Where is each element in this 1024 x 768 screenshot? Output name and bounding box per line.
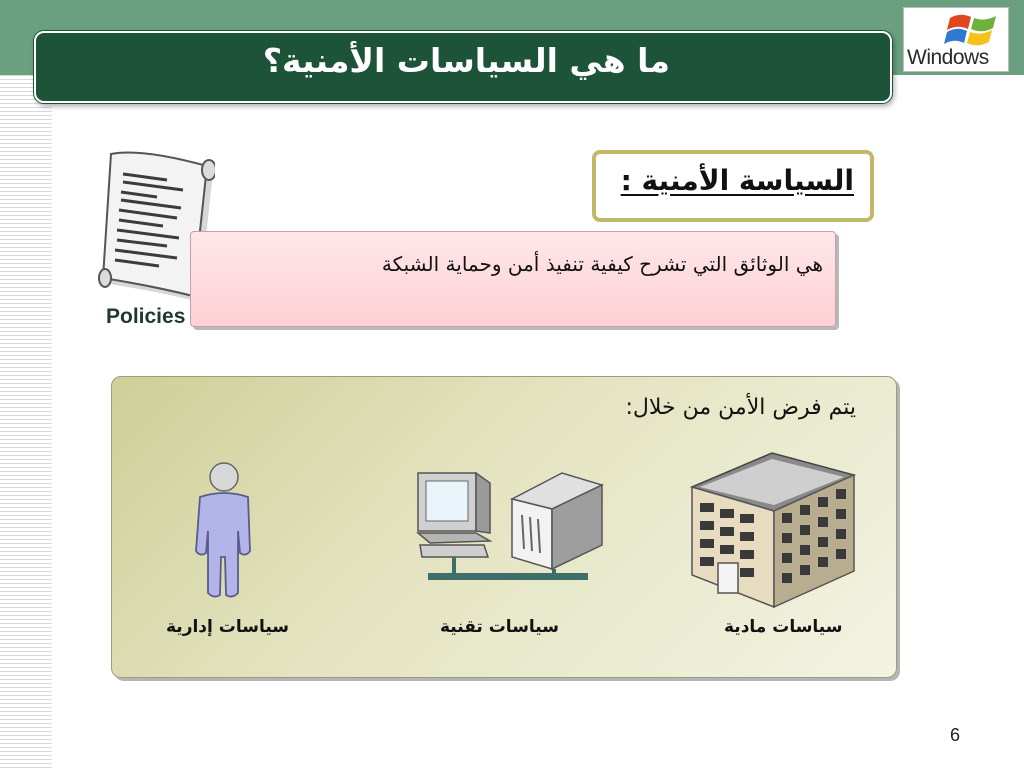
page-number: 6 bbox=[950, 725, 961, 745]
slide-title: ما هي السياسات الأمنية؟ bbox=[262, 41, 670, 80]
windows-flag-icon bbox=[944, 10, 1002, 50]
category-label-physical: سياسات مادية bbox=[724, 617, 843, 637]
policies-label: Policies bbox=[106, 305, 186, 328]
person-icon bbox=[188, 461, 258, 601]
windows-logo bbox=[903, 7, 1009, 72]
logo-text: Windows bbox=[907, 46, 989, 69]
striped-margin bbox=[0, 75, 52, 768]
definition-text: هي الوثائق التي تشرح كيفية تنفيذ أمن وحماية الشبكة bbox=[381, 252, 823, 276]
definition-box bbox=[190, 231, 836, 327]
building-icon bbox=[688, 447, 858, 609]
enforcement-intro: يتم فرض الأمن من خلال: bbox=[625, 395, 856, 420]
definition-heading-box bbox=[592, 150, 874, 222]
category-label-administrative: سياسات إدارية bbox=[166, 617, 290, 637]
enforcement-panel bbox=[111, 376, 897, 678]
computer-network-icon bbox=[414, 469, 604, 587]
definition-heading: السياسة الأمنية : bbox=[620, 164, 854, 197]
category-label-technical: سياسات تقنية bbox=[440, 617, 559, 637]
title-bar bbox=[34, 31, 892, 103]
